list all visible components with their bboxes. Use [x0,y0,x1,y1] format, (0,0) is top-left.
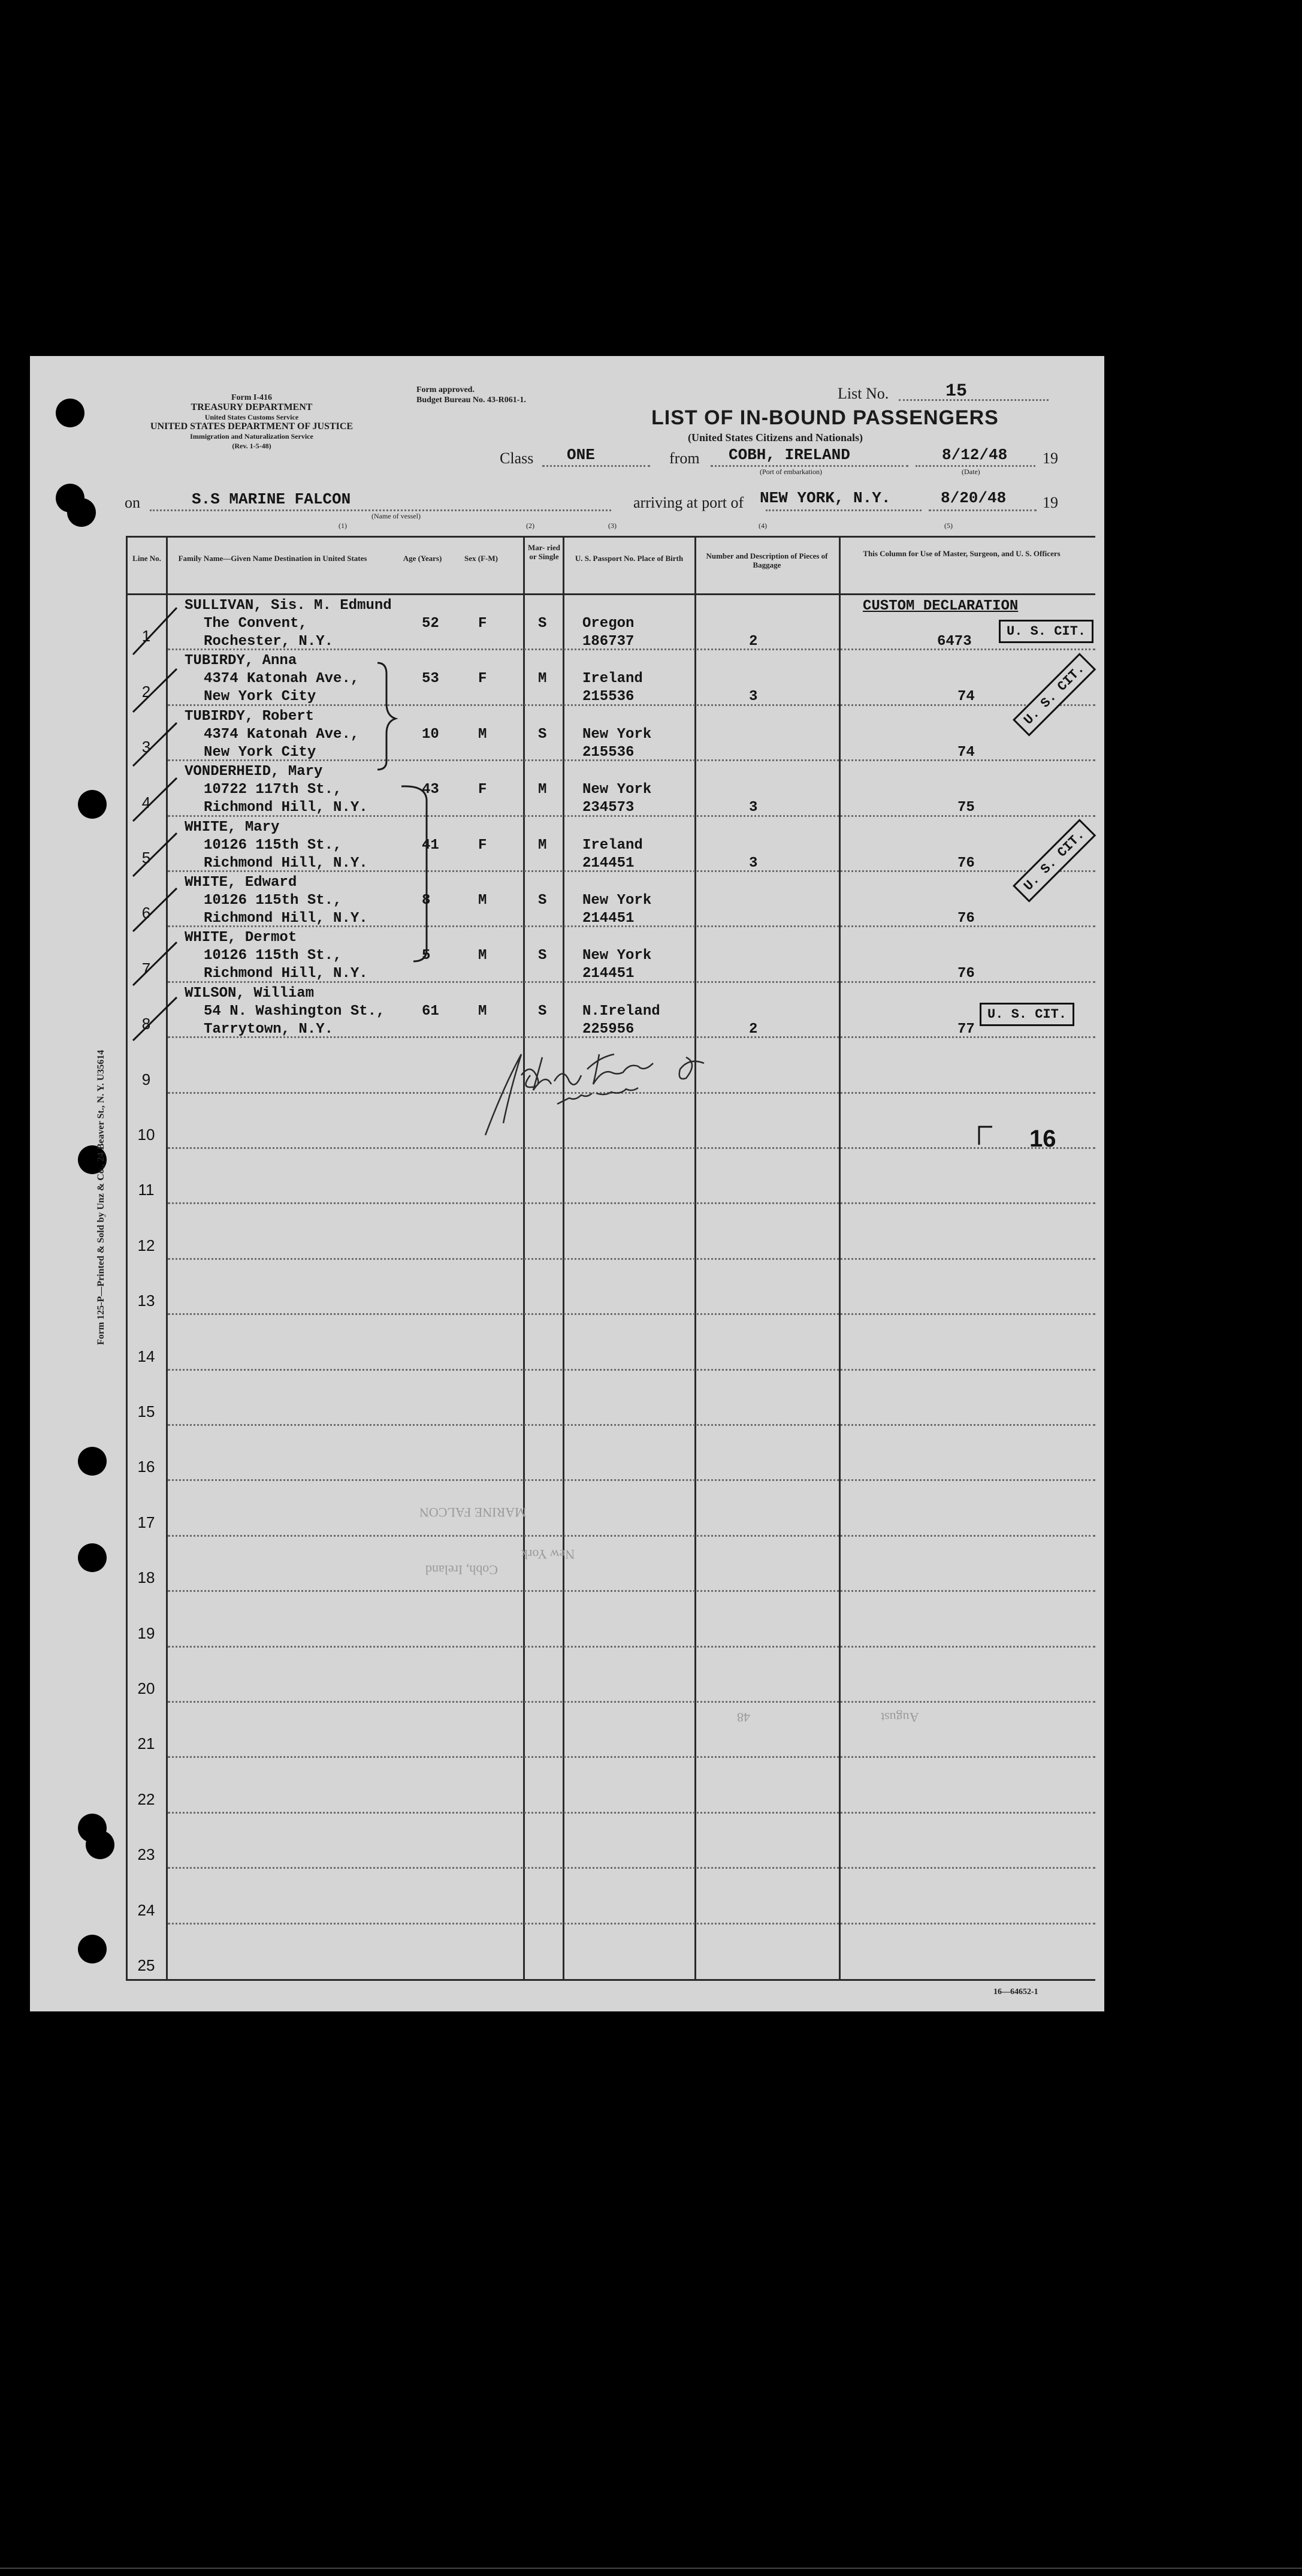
line-number: 9 [141,1070,151,1088]
line-number: 11 [138,1181,155,1199]
us-citizen-stamp: U. S. CIT. [980,1003,1074,1026]
bleed-through-year: 48 [737,1710,750,1725]
destination-street: The Convent, [204,616,307,632]
passenger-sex: F [478,671,487,687]
line-number: 2 [141,683,151,701]
passenger-name: WHITE, Dermot [185,930,297,946]
line-number: 5 [141,849,151,867]
passenger-age: 41 [422,837,439,853]
handwritten-signature-john [485,1054,704,1135]
place-of-birth: New York [582,782,652,798]
passenger-age: 8 [422,892,431,909]
passenger-name: VONDERHEID, Mary [185,764,323,780]
destination-city: Richmond Hill, N.Y. [204,800,368,816]
scan-edge [0,2568,1302,2569]
custom-declaration-number: 75 [957,800,975,816]
marital-status: S [538,616,547,632]
line-number: 23 [137,1845,155,1863]
line-number: 15 [137,1402,155,1420]
on-label: on [125,494,140,511]
from-label: from [669,450,700,467]
line-number: 13 [137,1292,155,1310]
immigration-service: Immigration and Naturalization Service [190,432,313,441]
baggage-count: 3 [749,855,758,871]
bracket-tubirdy [377,663,395,770]
destination-city: New York City [204,744,316,761]
passport-number: 214451 [582,966,635,982]
marital-status: S [538,726,547,743]
baggage-count: 2 [749,634,758,650]
line-number: 16 [137,1458,155,1476]
form-number: Form I-416 [231,393,273,402]
approved-label: Form approved. [416,385,475,394]
customs-service: United States Customs Service [204,413,299,421]
destination-city: Rochester, N.Y. [204,634,334,650]
baggage-count: 2 [749,1021,758,1037]
destination-street: 10126 115th St., [204,892,342,909]
passport-number: 215536 [582,744,635,761]
printer-imprint: Form 125-P—Printed & Sold by Unz & Co., 24 Beaver St., N. Y. U35614 [96,1049,106,1345]
custom-declaration-heading: CUSTOM DECLARATION [863,598,1019,614]
arrival-date: 8/20/48 [941,489,1007,507]
place-of-birth: New York [582,892,652,909]
passport-number: 234573 [582,800,635,816]
passport-number: 186737 [582,634,635,650]
passenger-sex: M [478,892,487,909]
line-number: 24 [137,1901,155,1919]
passenger-sex: M [478,1003,487,1019]
line-number: 10 [137,1126,155,1144]
col-header-name: Family Name—Given Name Destination in United States [178,554,367,563]
bleed-through-month: August [881,1710,919,1725]
passport-number: 215536 [582,689,635,705]
col-header-married: Mar- ried or Single [527,543,561,561]
marital-status: M [538,671,547,687]
place-of-birth: Ireland [582,671,643,687]
date-caption: (Date) [962,467,980,476]
vessel-caption: (Name of vessel) [371,512,421,520]
revision: (Rev. 1-5-48) [232,442,271,450]
col-header-officers: This Column for Use of Master, Surgeon, and U. S. Officers [863,549,1061,558]
line-number: 18 [137,1568,155,1586]
list-no-value: 15 [945,381,968,402]
family-bracket-marks [30,356,1104,2011]
line-number: 1 [141,627,151,645]
row-check-marks [133,608,177,1040]
passenger-sex: M [478,726,487,743]
passenger-age: 43 [422,782,439,798]
passenger-name: TUBIRDY, Anna [185,653,297,669]
port-of-embarkation: COBH, IRELAND [729,446,850,464]
col-header-passport: U. S. Passport No. Place of Birth [575,554,684,563]
custom-declaration-number: 77 [957,1021,975,1037]
line-number: 6 [141,904,151,922]
year-19-a: 19 [1043,450,1058,467]
destination-street: 4374 Katonah Ave., [204,726,360,743]
col-header-age: Age (Years) [403,554,442,563]
bracket-white [401,786,427,961]
class-value: ONE [567,446,595,464]
col-number-3: (3) [608,521,617,530]
line-number: 20 [137,1679,155,1697]
col-number-1: (1) [339,521,347,530]
line-number: 25 [137,1956,155,1974]
line-number: 17 [137,1513,155,1531]
custom-declaration-number: 76 [957,855,975,871]
list-no-label: List No. [838,385,889,402]
manifest-sheet [30,356,1104,2011]
port-embarkation-caption: (Port of embarkation) [760,467,822,476]
passenger-age: 53 [422,671,439,687]
marital-status: S [538,948,547,964]
baggage-count: 3 [749,800,758,816]
marital-status: M [538,837,547,853]
line-number: 8 [141,1015,151,1033]
passenger-name: WHITE, Mary [185,819,280,835]
passenger-age: 10 [422,726,439,743]
line-number: 3 [141,738,151,756]
destination-street: 10722 117th St., [204,782,342,798]
line-number: 7 [141,960,151,978]
marital-status: S [538,892,547,909]
passenger-sex: F [478,616,487,632]
year-19-b: 19 [1043,494,1058,511]
bleed-through-port: New York [521,1547,575,1562]
destination-street: 54 N. Washington St., [204,1003,385,1019]
place-of-birth: Oregon [582,616,635,632]
bleed-through-vessel: MARINE FALCON [419,1505,527,1520]
marital-status: S [538,1003,547,1019]
marital-status: M [538,782,547,798]
col-number-5: (5) [944,521,953,530]
passport-number: 214451 [582,910,635,927]
page-corner-mark [977,1123,995,1147]
departure-date: 8/12/48 [942,446,1008,464]
passenger-name: WHITE, Edward [185,874,297,891]
passport-number: 214451 [582,855,635,871]
destination-street: 4374 Katonah Ave., [204,671,360,687]
arrival-port: NEW YORK, N.Y. [760,489,891,507]
line-number: 19 [137,1624,155,1642]
custom-declaration-number: 74 [957,744,975,761]
place-of-birth: New York [582,948,652,964]
line-number: 22 [137,1790,155,1808]
line-number: 4 [141,794,151,812]
passport-number: 225956 [582,1021,635,1037]
destination-city: Tarrytown, N.Y. [204,1021,334,1037]
passenger-sex: F [478,837,487,853]
passenger-name: TUBIRDY, Robert [185,708,315,725]
destination-street: 10126 115th St., [204,948,342,964]
budget-bureau-number: Budget Bureau No. 43-R061-1. [416,396,526,405]
us-citizen-stamp: U. S. CIT. [1013,653,1096,736]
us-citizen-stamp: U. S. CIT. [1013,819,1096,902]
passenger-sex: F [478,782,487,798]
line-number: 14 [137,1347,155,1365]
destination-city: Richmond Hill, N.Y. [204,855,368,871]
destination-street: 10126 115th St., [204,837,342,853]
col-number-4: (4) [759,521,767,530]
page-number: 16 [1029,1126,1056,1152]
form-title: LIST OF IN-BOUND PASSENGERS [651,406,999,429]
col-header-baggage: Number and Description of Pieces of Baggage [706,551,828,569]
col-header-line: Line No. [132,554,161,563]
vessel-name: S.S MARINE FALCON [192,490,351,508]
passenger-sex: M [478,948,487,964]
line-number: 21 [137,1735,155,1752]
department-of-justice: UNITED STATES DEPARTMENT OF JUSTICE [150,421,354,432]
custom-declaration-number: 6473 [937,634,972,650]
destination-city: Richmond Hill, N.Y. [204,910,368,927]
passenger-name: WILSON, William [185,985,315,1002]
form-subtitle: (United States Citizens and Nationals) [688,432,863,444]
treasury-department: TREASURY DEPARTMENT [191,402,313,412]
col-header-sex: Sex (F-M) [464,554,498,563]
destination-city: Richmond Hill, N.Y. [204,966,368,982]
passenger-age: 52 [422,616,439,632]
custom-declaration-number: 76 [957,966,975,982]
baggage-count: 3 [749,689,758,705]
passenger-name: SULLIVAN, Sis. M. Edmund [185,598,392,614]
footer-form-code: 16—64652-1 [993,1987,1038,1996]
line-number: 12 [137,1236,155,1254]
arriving-label: arriving at port of [633,494,744,511]
custom-declaration-number: 76 [957,910,975,927]
col-number-2: (2) [526,521,534,530]
passenger-age: 61 [422,1003,439,1019]
class-label: Class [500,450,534,467]
bleed-through-embark: Cobh, Ireland [425,1563,498,1577]
passenger-age: 5 [422,948,431,964]
place-of-birth: Ireland [582,837,643,853]
place-of-birth: N.Ireland [582,1003,660,1019]
destination-city: New York City [204,689,316,705]
place-of-birth: New York [582,726,652,743]
custom-declaration-number: 74 [957,689,975,705]
us-citizen-stamp: U. S. CIT. [999,620,1093,643]
